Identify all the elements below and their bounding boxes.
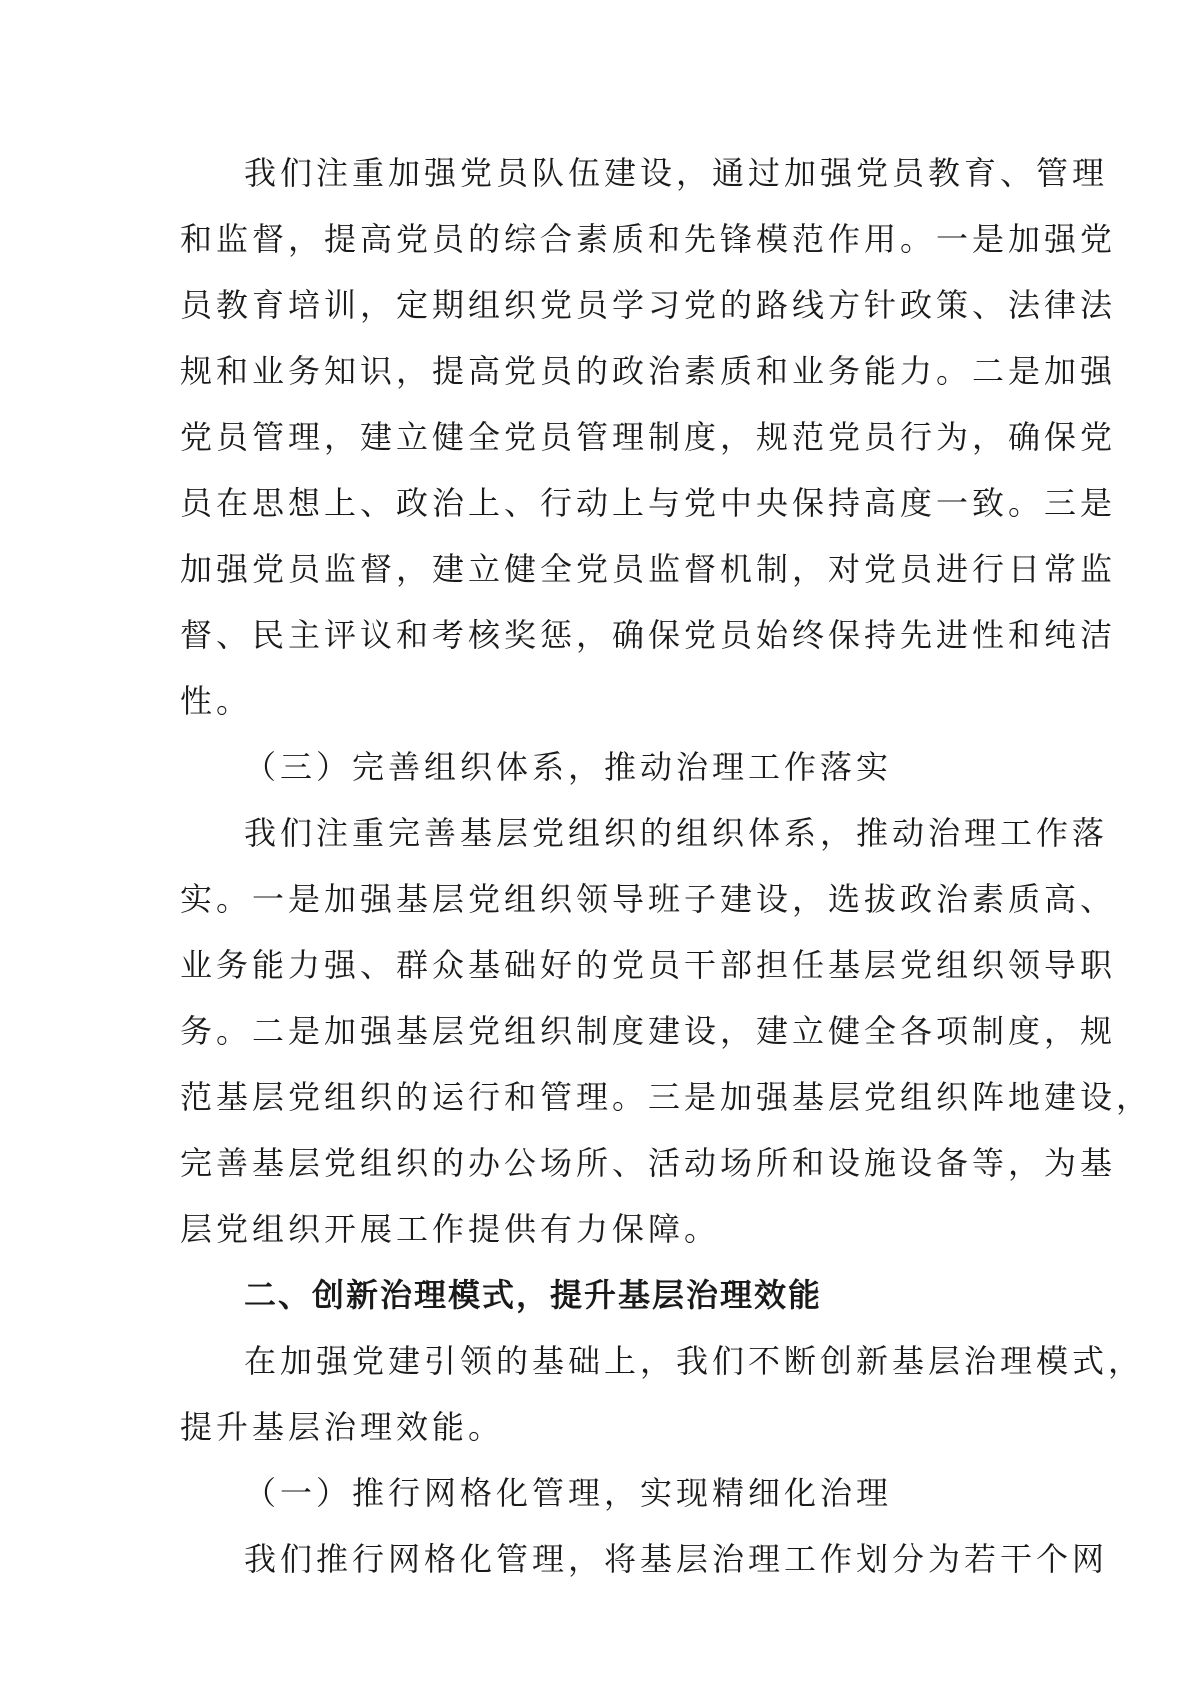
paragraph-2-line-1: 我们注重完善基层党组织的组织体系，推动治理工作落 [244,814,1109,852]
paragraph-2-line-4: 务。二是加强基层党组织制度建设，建立健全各项制度，规 [180,1012,1117,1050]
paragraph-1-line-6: 员在思想上、政治上、行动上与党中央保持高度一致。三是 [180,484,1117,522]
paragraph-4-line-1: 我们推行网格化管理，将基层治理工作划分为若干个网 [244,1540,1109,1578]
paragraph-3-line-2: 提升基层治理效能。 [180,1408,505,1446]
paragraph-2-line-7: 层党组织开展工作提供有力保障。 [180,1210,721,1248]
section-heading-2: 二、创新治理模式，提升基层治理效能 [244,1276,823,1314]
paragraph-1-line-5: 党员管理，建立健全党员管理制度，规范党员行为，确保党 [180,418,1117,456]
paragraph-2-line-2: 实。一是加强基层党组织领导班子建设，选拔政治素质高、 [180,880,1117,918]
paragraph-2-line-5: 范基层党组织的运行和管理。三是加强基层党组织阵地建设， [180,1078,1153,1116]
subsection-heading-1: （一）推行网格化管理，实现精细化治理 [244,1474,893,1512]
paragraph-3-line-1: 在加强党建引领的基础上，我们不断创新基层治理模式， [244,1342,1145,1380]
paragraph-1-line-7: 加强党员监督，建立健全党员监督机制，对党员进行日常监 [180,550,1117,588]
paragraph-1-line-9: 性。 [180,682,253,720]
paragraph-1-line-2: 和监督，提高党员的综合素质和先锋模范作用。一是加强党 [180,220,1117,258]
paragraph-2-line-6: 完善基层党组织的办公场所、活动场所和设施设备等，为基 [180,1144,1117,1182]
paragraph-1-line-8: 督、民主评议和考核奖惩，确保党员始终保持先进性和纯洁 [180,616,1117,654]
paragraph-1-line-1: 我们注重加强党员队伍建设，通过加强党员教育、管理 [244,154,1109,192]
paragraph-2-line-3: 业务能力强、群众基础好的党员干部担任基层党组织领导职 [180,946,1117,984]
paragraph-1-line-3: 员教育培训，定期组织党员学习党的路线方针政策、法律法 [180,286,1117,324]
paragraph-1-line-4: 规和业务知识，提高党员的政治素质和业务能力。二是加强 [180,352,1117,390]
subsection-heading-3: （三）完善组织体系，推动治理工作落实 [244,748,893,786]
